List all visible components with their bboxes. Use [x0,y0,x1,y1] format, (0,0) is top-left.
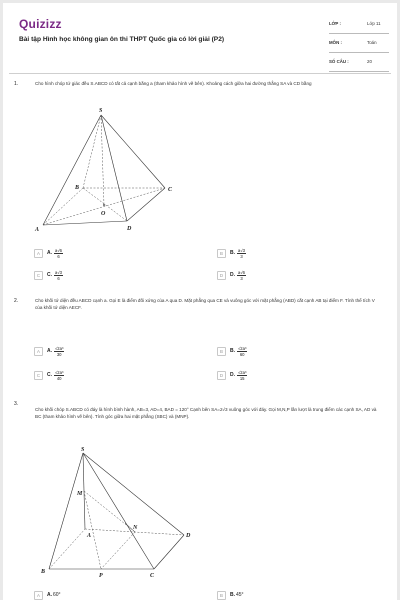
meta-count-value[interactable]: 20 [367,59,372,64]
meta-subject [329,36,389,53]
fraction-numerator: √2a³ [238,369,247,375]
question-2-option-a[interactable] [34,345,64,357]
edge-sc [101,115,165,188]
option-fraction [237,270,246,281]
worksheet-title: Bài tập Hình học không gian ôn thi THPT Quốc gia có lời giải (P2) [19,36,225,43]
worksheet-page [3,3,397,600]
label-o: O [101,211,106,217]
label-p: P [99,573,103,578]
option-box[interactable]: B [217,249,226,258]
question-3-option-b[interactable] [217,589,244,600]
question-1-option-c[interactable] [34,269,63,281]
header-divider [9,73,391,74]
edge-ab-hidden [49,529,85,569]
fraction-numerator: a√6 [238,269,245,275]
option-label: A. [47,348,52,354]
option-fraction [54,270,63,281]
question-2-option-c[interactable] [34,369,64,381]
question-2-text: Cho khối tứ diện đều ABCD cạnh a. Gọi E là điểm đối xứng của A qua D. Mặt phẳng qua CE và vuông góc với mặt phẳng (ABD) cắt cạnh AB tại điểm F. Tính thể tích V của khối tứ diện AECF. [35,298,375,310]
fraction-denominator: 15 [239,375,245,381]
fraction-denominator: 60 [239,351,245,357]
question-1-text: Cho hình chóp tứ giác đều S.ABCD có tất cả cạnh bằng a (tham khảo hình vẽ bên). Khoảng cách giữa hai đường thẳng SA và CD bằng [35,81,312,86]
label-s: S [81,447,85,453]
option-label: D. [230,372,235,378]
question-3-number: 3. [14,401,19,407]
option-box[interactable]: A [34,591,43,600]
label-a: A [35,227,40,233]
label-b: B [41,569,46,575]
option-box[interactable]: B [217,591,226,600]
option-box[interactable]: C [34,371,43,380]
edge-sc [83,453,154,569]
fraction-denominator: 6 [57,253,60,259]
meta-subject-value[interactable]: Toán [367,40,377,45]
option-label: C. [47,372,52,378]
option-fraction [54,346,64,357]
question-2-option-b[interactable] [217,345,247,357]
edge-dc [127,188,165,221]
meta-class [329,17,389,34]
fraction-numerator: a√3 [238,247,245,253]
edge-cd [154,535,184,569]
option-box[interactable]: A [34,249,43,258]
label-a: A [87,533,92,539]
edge-sb [49,453,83,569]
label-d: D [127,226,132,232]
point-o [103,204,105,206]
question-3-text: Cho khối chóp S.ABCD có đáy là hình bình hành, AB=3, AD=4, BAD = 120° Cạnh bên SA=2√3 vuông góc với đáy. Gọi M,N,P lần lượt là trung điểm các cạnh SA, AD và BC (tham khảo hình vẽ bên). Tính góc giữa hai mặt phẳng (SBC) và (MNP). [35,407,377,419]
option-fraction [54,370,64,381]
quizizz-logo: Quizizz [19,17,62,31]
fraction-numerator: a√6 [55,247,62,253]
option-text: 60° [53,592,61,598]
option-label: A. [47,250,52,256]
worksheet-meta [329,17,389,74]
question-2-option-d[interactable] [217,369,247,381]
label-c: C [150,573,155,578]
label-d: D [186,533,191,539]
meta-count-label: SỐ CÂU : [329,59,349,64]
label-m: M [77,491,83,497]
question-3-option-a[interactable] [34,589,61,600]
meta-count [329,55,389,72]
label-b: B [75,185,80,191]
question-1-pyramid-figure [33,103,183,238]
question-3-pyramid-figure [39,443,199,578]
option-box[interactable]: A [34,347,43,356]
meta-class-label: LỚP : [329,21,341,26]
option-box[interactable]: B [217,347,226,356]
fraction-numerator: √2a³ [55,369,64,375]
option-label: B. [230,592,235,598]
option-label: D. [230,272,235,278]
option-fraction [237,346,247,357]
height-so-hidden [101,115,104,205]
edge-sa [43,115,101,225]
option-label: A. [47,592,52,598]
option-fraction [237,248,246,259]
fraction-numerator: √2a³ [55,345,64,351]
fraction-denominator: 6 [57,275,60,281]
edge-sd [83,453,184,535]
option-box[interactable]: C [34,271,43,280]
option-label: C. [47,272,52,278]
label-n: N [133,525,138,531]
edge-sd [101,115,127,221]
diag-ac-hidden [43,188,165,225]
segment-np-hidden [101,532,135,569]
fraction-numerator: a√3 [55,269,62,275]
fraction-denominator: 3 [240,253,243,259]
fraction-denominator: 30 [56,351,62,357]
fraction-numerator: √2a³ [238,345,247,351]
option-label: B. [230,348,235,354]
label-s: S [99,108,103,114]
meta-subject-label: MÔN : [329,40,342,45]
question-1-option-b[interactable] [217,247,246,259]
question-1-number: 1. [14,81,19,87]
option-box[interactable]: D [217,371,226,380]
fraction-denominator: 40 [56,375,62,381]
edge-sb-hidden [83,115,101,188]
option-text: 45° [236,592,244,598]
option-fraction [237,370,247,381]
option-box[interactable]: D [217,271,226,280]
question-2-number: 2. [14,298,19,304]
fraction-denominator: 3 [240,275,243,281]
option-label: B. [230,250,235,256]
edge-ad [43,221,127,225]
question-1-option-d[interactable] [217,269,246,281]
meta-class-value[interactable]: Lớp 11 [367,21,381,26]
option-fraction [54,248,63,259]
label-c: C [168,187,173,193]
edge-ab-hidden [43,188,83,225]
question-1-option-a[interactable] [34,247,63,259]
